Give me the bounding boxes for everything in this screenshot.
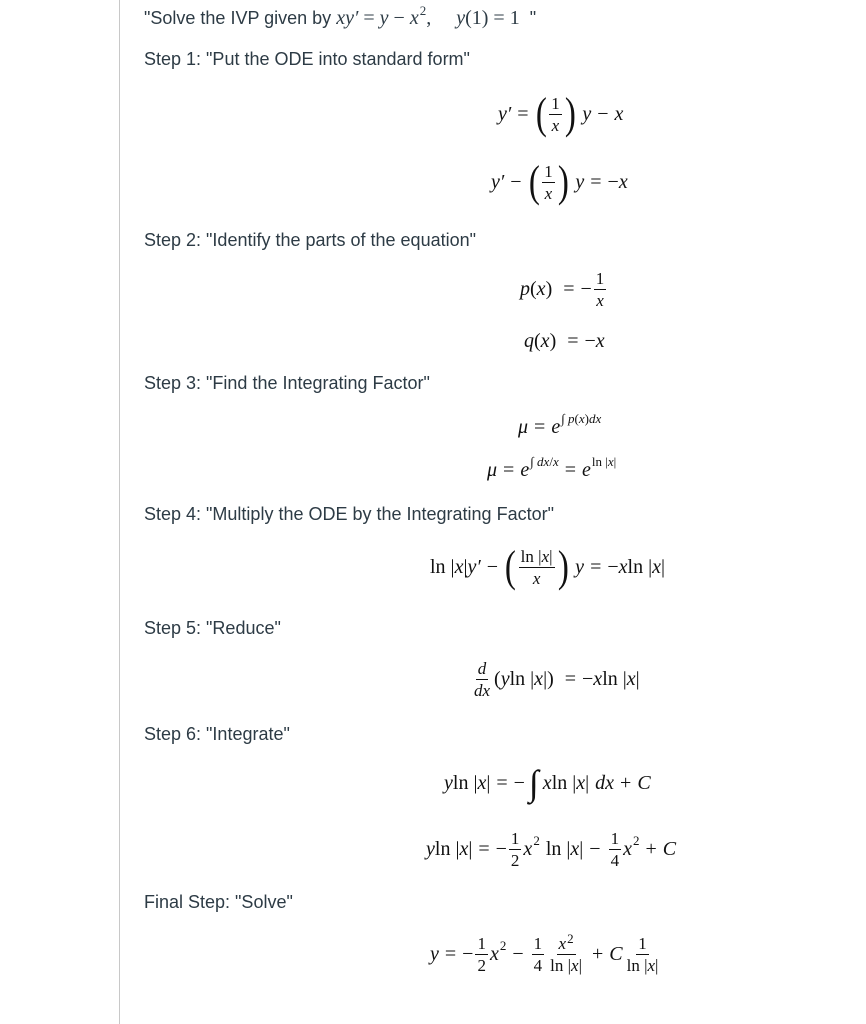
step-5-heading: Step 5: "Reduce" [144, 618, 281, 638]
problem-statement: "Solve the IVP given by $xy' = y - x^2$, y(1) = 1 " [144, 3, 537, 29]
step-1-heading: Step 1: "Put the ODE into standard form" [144, 49, 470, 69]
final-step-heading: Final Step: "Solve" [144, 892, 293, 912]
equation-reduced: $\frac{d}{dx}$ ( y ln | x |) = − x ln | x | [474, 659, 640, 700]
equation-standard-form-1: y′ = ( $\frac{1}{x}$ ) y − x [498, 89, 624, 138]
equation-solution: y = − $\frac{1}{2}$ x 2 − $\frac{1}{4}$ $\frac{x^2}{\ln |x|}$ + C $\frac{1}{\ln |x|}$ [430, 931, 659, 975]
step-3-heading: Step 3: "Find the Integrating Factor" [144, 373, 430, 393]
equation-mu-definition: μ = e ∫ p(x)dx [518, 410, 602, 438]
equation-integral: y ln | x | = − ∫ x ln | x | dx + C [444, 763, 651, 803]
equation-multiplied: ln | x | y′ − ( $\frac{\ln |x|}{x}$ ) y = − x ln | x | [430, 542, 665, 591]
equation-integrated: y ln | x | = − $\frac{1}{2}$ x 2 ln | x | − $\frac{1}{4}$ x 2 + C [426, 829, 677, 870]
equation-standard-form-2: y′ − ( $\frac{1}{x}$ ) y = − x [491, 157, 628, 206]
step-6-heading: Step 6: "Integrate" [144, 724, 290, 744]
equation-p-of-x: p ( x ) = − $\frac{1}{x}$ [520, 269, 605, 310]
page-left-border [119, 0, 120, 1024]
equation-q-of-x: q ( x ) = − x [524, 330, 605, 352]
equation-mu-evaluated: μ = e ∫ dx/x = e ln |x| [487, 453, 617, 481]
step-4-heading: Step 4: "Multiply the ODE by the Integrating Factor" [144, 504, 554, 524]
step-2-heading: Step 2: "Identify the parts of the equation" [144, 230, 476, 250]
